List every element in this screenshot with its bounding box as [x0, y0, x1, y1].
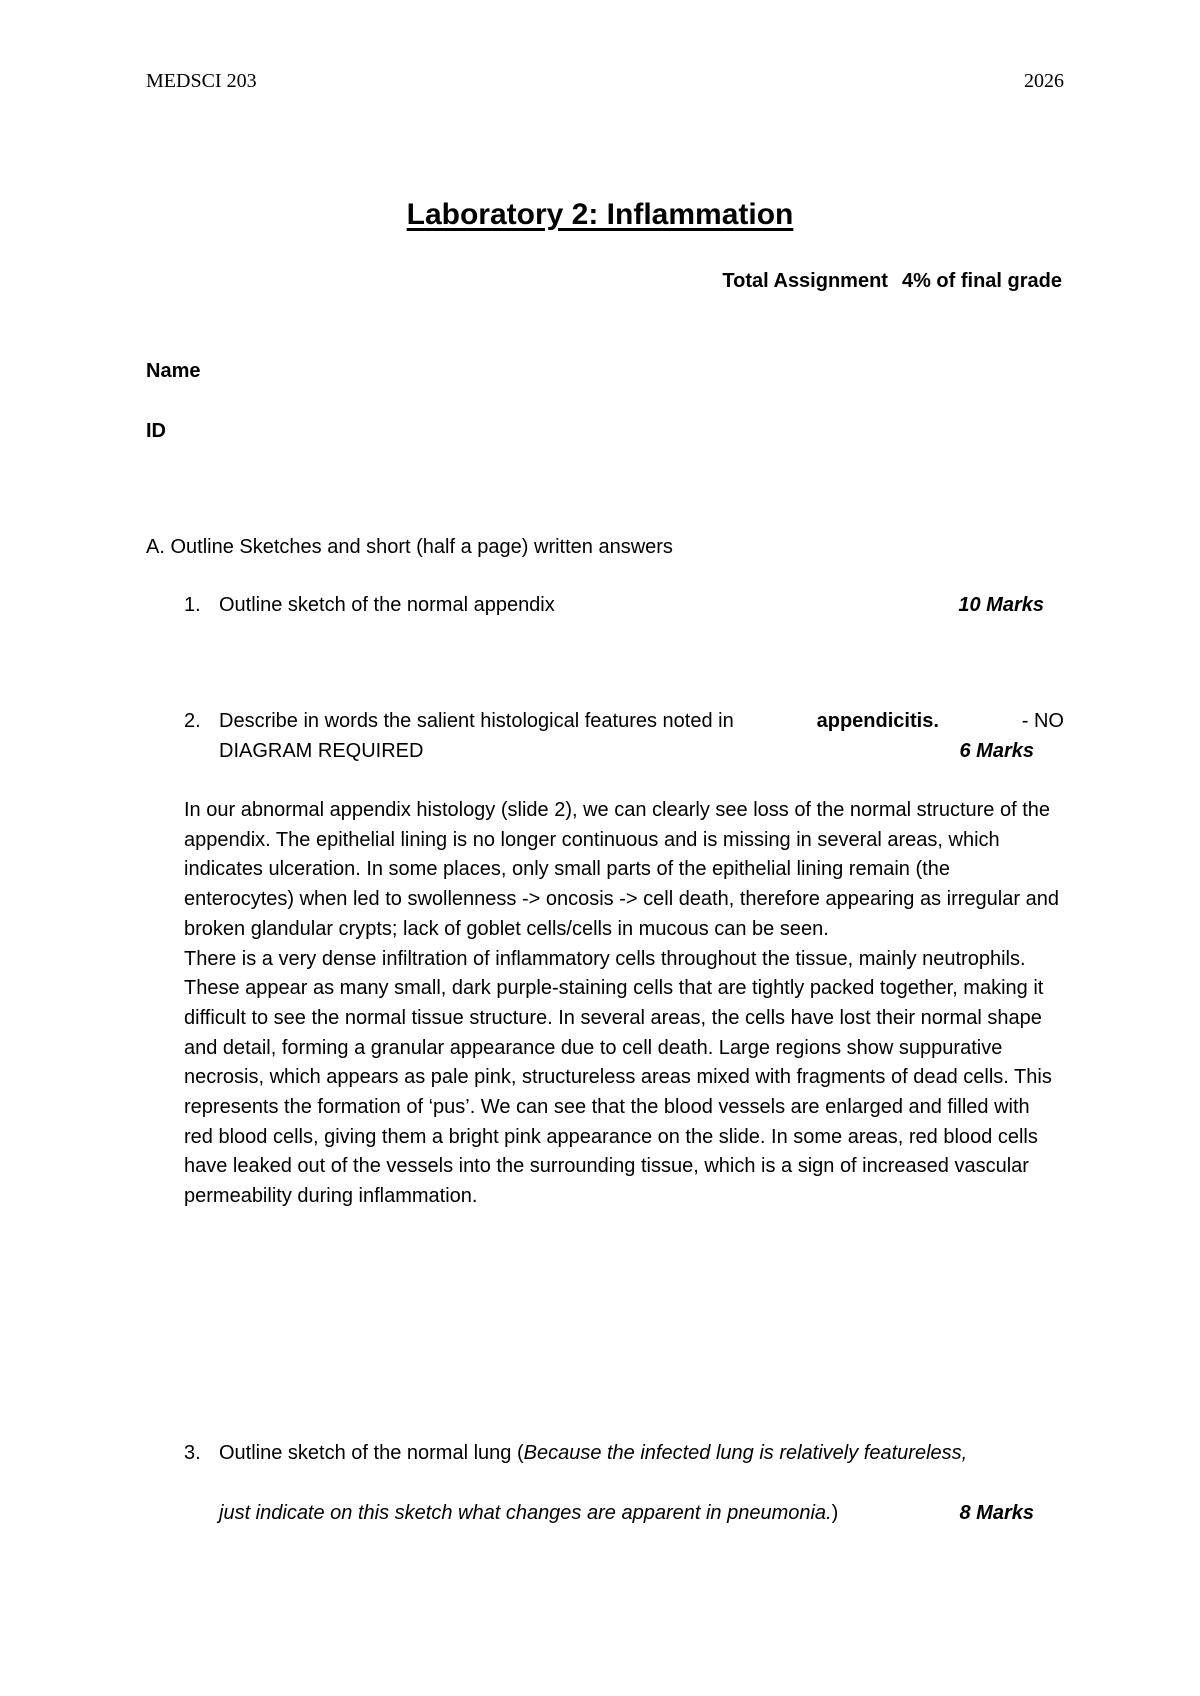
answer-block — [184, 796, 1064, 1212]
page-title: Laboratory 2: Inflammation — [406, 198, 794, 231]
q2-text-part1: Describe in words the salient histological features noted in — [219, 710, 734, 732]
q3-number: 3. — [184, 1442, 201, 1464]
q3-italic-1: Because the infected lung is relatively featureless, — [523, 1442, 968, 1464]
q1-text: Outline sketch of the normal appendix — [219, 594, 555, 616]
name-label: Name — [146, 360, 201, 382]
q2-marks: 6 Marks — [959, 740, 1034, 762]
section-a-heading: A. Outline Sketches and short (half a page) written answers — [146, 536, 673, 558]
q2-text-line1 — [219, 710, 1064, 733]
answer-paragraph-2: There is a very dense infiltration of inflammatory cells throughout the tissue, mainly neutrophils. These appear as many small, dark purple-staining cells that are tightly packed together, making it difficult to see the normal tissue structure. In several areas, the cells have lost their normal shape and detail, forming a granular appearance due to cell death. Large regions show suppurative necrosis, which appears as pale pink, structureless areas mixed with fragments of dead cells. This represents the formation of ‘pus’. We can see that the blood vessels are enlarged and filled with red blood cells, giving them a bright pink appearance on the slide. In some areas, red blood cells have leaked out of the vessels into the surrounding tissue, which is a sign of increased vascular permeability during inflammation. — [184, 947, 1052, 1208]
q3-text: Outline sketch of the normal lung ( — [219, 1442, 524, 1464]
grade-label: Total Assignment — [722, 270, 888, 292]
grade-value: 4% of final grade — [901, 270, 1062, 292]
q1-number: 1. — [184, 594, 201, 616]
q3-text-line2 — [219, 1502, 838, 1525]
q3-italic-2: just indicate on this sketch what changes are apparent in pneumonia. — [219, 1502, 832, 1524]
header-course: MEDSCI 203 — [146, 70, 257, 92]
id-label: ID — [146, 420, 166, 442]
q2-text-line2: DIAGRAM REQUIRED — [219, 740, 424, 762]
q3-marks: 8 Marks — [959, 1502, 1034, 1524]
answer-paragraph-1: In our abnormal appendix histology (slide 2), we can clearly see loss of the normal structure of the appendix. The epithelial lining is no longer continuous and is missing in several areas, which indicates ulceration. In some places, only small parts of the epithelial lining remain (the enterocytes) when led to swollenness -> oncosis -> cell death, therefore appearing as irregular and broken glandular crypts; lack of goblet cells/cells in mucous can be seen. — [184, 799, 1059, 940]
header-year: 2026 — [1024, 70, 1064, 92]
q1-marks: 10 Marks — [958, 594, 1044, 616]
q3-close-paren: ) — [831, 1502, 839, 1524]
q2-text-part2: - NO — [1021, 710, 1064, 732]
q2-text-bold: appendicitis. — [816, 710, 939, 732]
grade-info — [722, 270, 1062, 293]
q3-text-line1 — [219, 1442, 967, 1465]
q2-number: 2. — [184, 710, 201, 732]
